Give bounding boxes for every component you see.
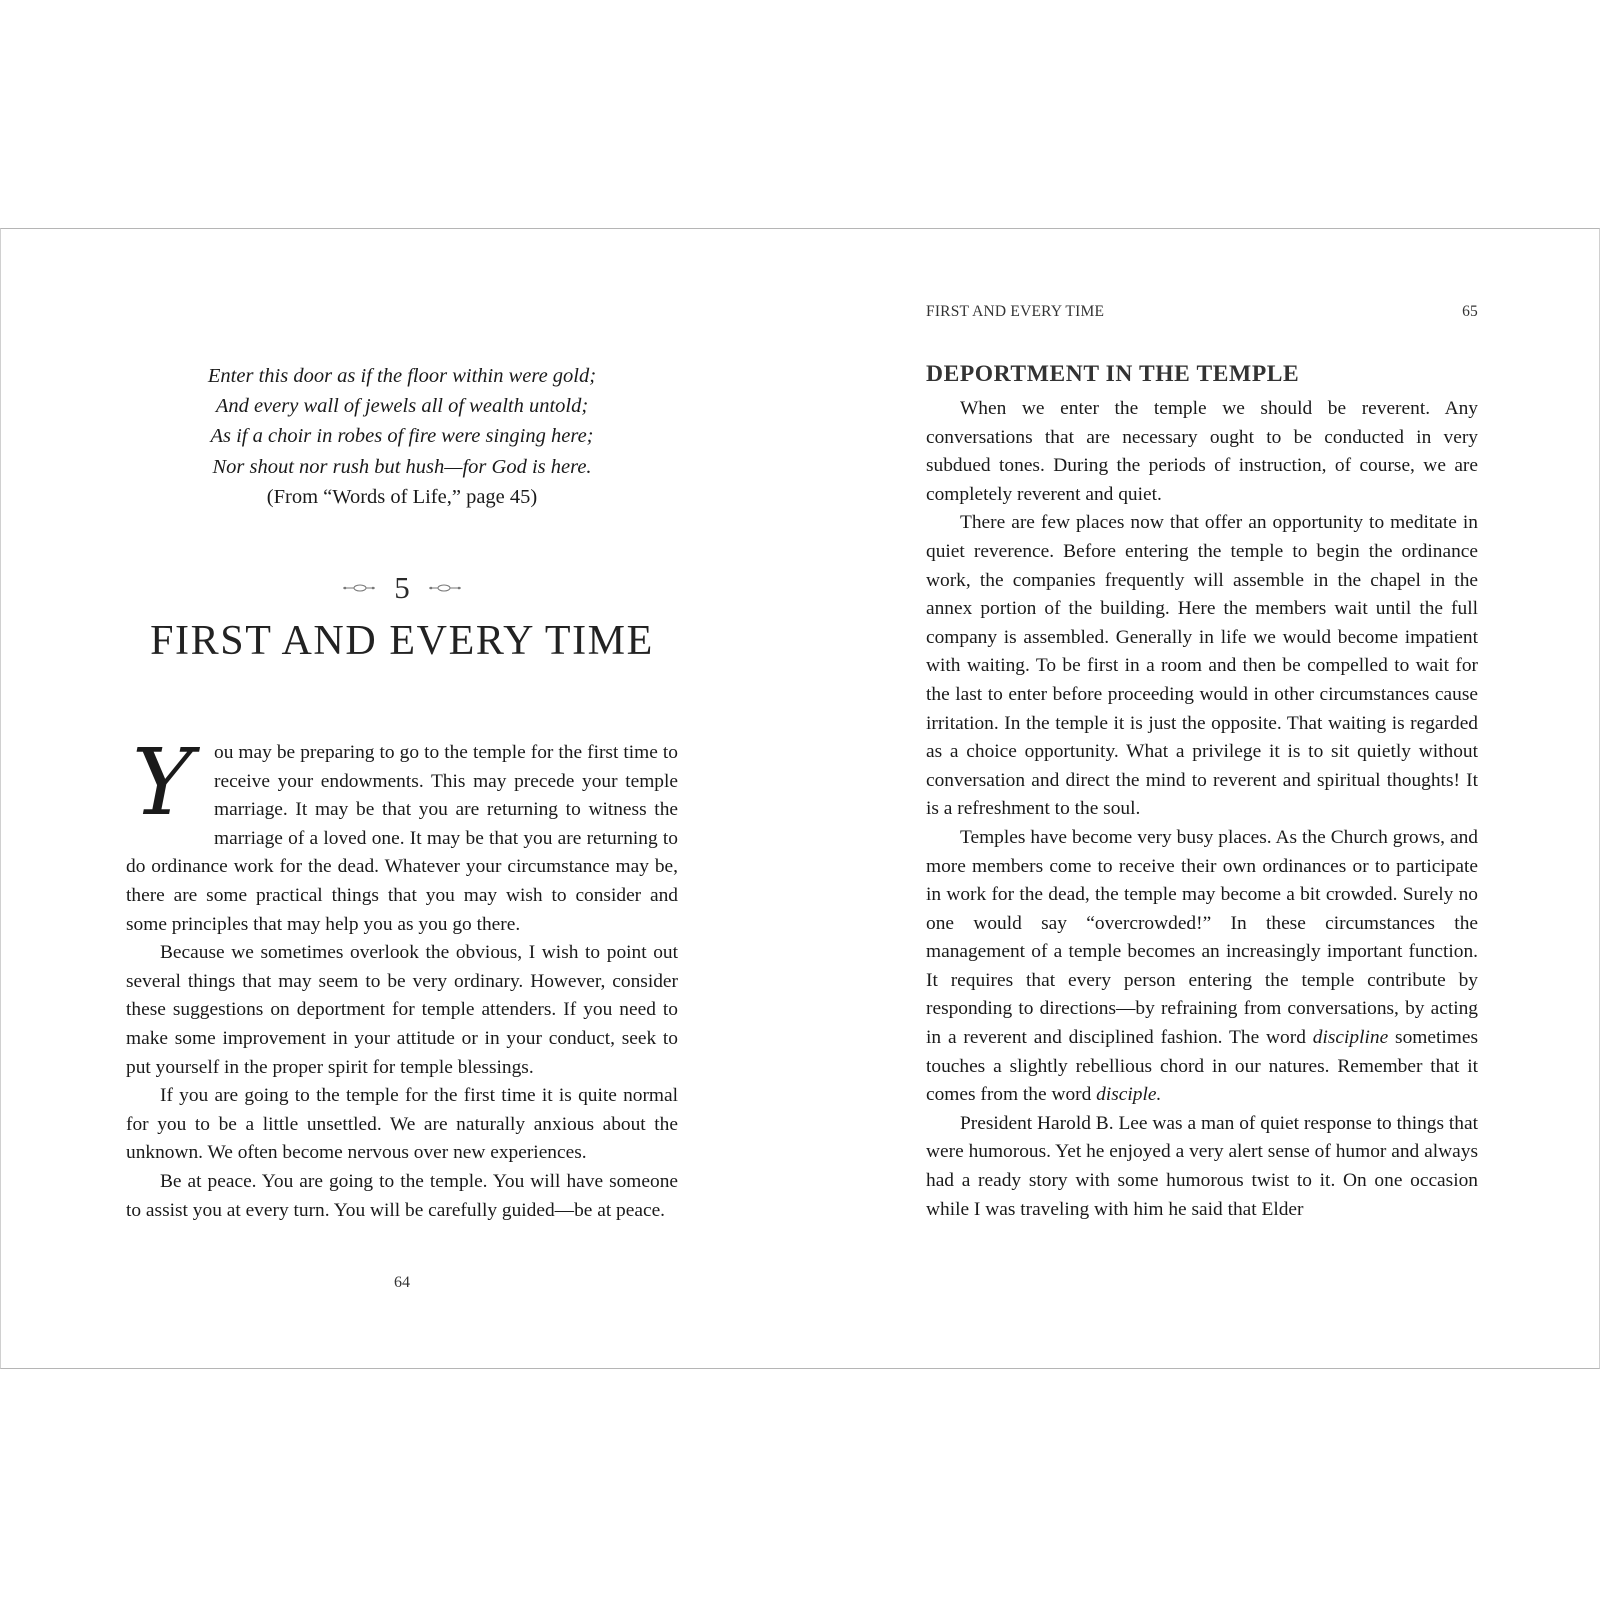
running-head-title: FIRST AND EVERY TIME (926, 303, 1105, 320)
right-body-text (926, 395, 1478, 1224)
page-number: 64 (394, 1274, 410, 1291)
paragraph: There are few places now that offer an opportunity to meditate in quiet reverence. Before entering the temple to begin the ordinance work, the companies frequently will assemble in the chapel in the annex portion of the building. Here the members wait until the full company is assembled. Generally in life we would become impatient with waiting. To be first in a room and then be compelled to wait for the last to enter before proceeding would in other circumstances cause irritation. In the temple it is just the opposite. That waiting is regarded as a choice opportunity. What a privilege it is to sit quietly without conversation and direct the mind to reverent and spiritual thoughts! It is a refreshment to the soul. (926, 512, 1478, 820)
epigraph-source: (From “Words of Life,” page 45) (266, 485, 538, 508)
paragraph: Be at peace. You are going to the temple. You will have someone to assist you at every turn. You will be carefully guided—be at peace. (126, 1170, 678, 1221)
paragraph-text: Temples have become very busy places. As the Church grows, and more members come to receive their own ordinances or to participate in work for the dead, the temple may become a bit crowded. Surely no one would say “overcrowded!” In these circumstances the management of a temple becomes an increasingly important function. It requires that every person entering the temple contribute by responding to directions—by refraining from conversations, by acting in a reverent and disciplined fashion. The word (926, 826, 1478, 1049)
right-ornament-icon (428, 582, 462, 594)
opening-paragraph (126, 729, 678, 939)
book-spread (0, 228, 1600, 1369)
left-body-text (126, 729, 678, 1225)
chapter-title: FIRST AND EVERY TIME (150, 618, 654, 664)
paragraph: Because we sometimes overlook the obvious, I wish to point out several things that may seem to be very ordinary. However, consider these suggestions on deportment for temple attenders. If you need to make some improvement in your attitude or in your conduct, seek to put yourself in the proper spirit for temple blessings. (126, 942, 678, 1078)
epigraph-line: As if a choir in robes of fire were singing here; (210, 425, 594, 448)
right-page (801, 229, 1600, 1368)
running-head (926, 302, 1478, 322)
drop-cap: Y (132, 729, 193, 836)
paragraph-text: sometimes touches a slightly rebellious chord in our natures. Remember that it comes from the word (926, 1027, 1478, 1106)
chapter-number: 5 (394, 570, 410, 605)
epigraph-line: And every wall of jewels all of wealth untold; (215, 395, 589, 418)
paragraph: If you are going to the temple for the first time it is quite normal for you to be a little unsettled. We are naturally anxious about the unknown. We often become nervous over new experiences. (126, 1085, 678, 1164)
page-number: 65 (1462, 303, 1478, 320)
opening-paragraph-text: ou may be preparing to go to the temple for the first time to receive your endowments. This may precede your temple marriage. It may be that you are returning to witness the marriage of a loved one. It may be that you are returning to do ordinance work for the dead. Whatever your circumstance may be, there are some practical things that you may wish to consider and some principles that may help you as you go there. (126, 742, 678, 935)
left-ornament-icon (342, 582, 376, 594)
paragraph: When we enter the temple we should be reverent. Any conversations that are necessary ought to be conducted in very subdued tones. During the periods of instruction, of course, we are completely reverent and quiet. (926, 398, 1478, 505)
italic-word: discipline (1312, 1027, 1389, 1049)
epigraph-line: Enter this door as if the floor within were gold; (207, 365, 597, 387)
chapter-number-row (126, 568, 678, 608)
paragraph (926, 824, 1478, 1110)
italic-word: disciple. (1096, 1084, 1162, 1106)
epigraph (126, 361, 678, 512)
paragraph: President Harold B. Lee was a man of quiet response to things that were humorous. Yet he enjoyed a very alert sense of humor and always had a ready story with some humorous twist to it. On one occasion while I was traveling with him he said that Elder (926, 1112, 1478, 1220)
section-heading: DEPORTMENT IN THE TEMPLE (926, 361, 1300, 387)
epigraph-line: Nor shout nor rush but hush—for God is here. (212, 455, 592, 478)
left-page (1, 229, 801, 1368)
